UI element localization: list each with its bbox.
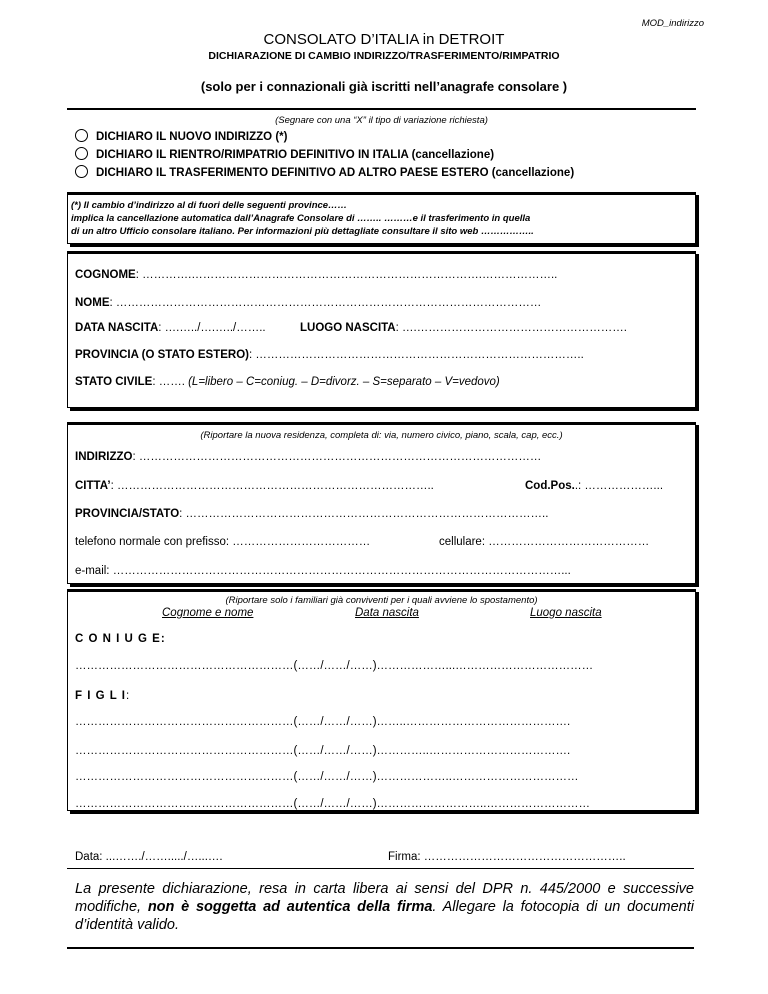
note-line-3: di un altro Ufficio consolare italiano. Per informazioni più dettagliate consultare il sito web …………….. [71,226,534,237]
spouse-label: C O N I U G E: [75,633,166,645]
note-line-1: (*) Il cambio d’indirizzo al di fuori delle seguenti province…… [71,200,348,211]
radio-circle-icon[interactable] [75,147,88,160]
option-new-address[interactable]: DICHIARO IL NUOVO INDIRIZZO (*) [75,129,287,143]
variation-instruction: (Segnare con una “X” il tipo di variazione richiesta) [275,115,488,126]
document-title: CONSOLATO D’ITALIA in DETROIT [263,31,505,48]
child-row[interactable]: …………………………………………………(……/……/……)………………..…………………………… [75,771,579,783]
column-name: Cognome e nome [162,607,254,619]
signature-field[interactable]: Firma: …………………………………………….. [388,851,626,863]
footer-statement: La presente dichiarazione, resa in carta libera ai sensi del DPR n. 445/2000 e successive modifiche, non è soggetta ad autentica della firma. Allegare la fotocopia di un documenti d’identità valido. [75,881,694,933]
footer-rule [67,947,694,949]
children-label: F I G L I: [75,690,130,702]
signature-rule [67,868,694,869]
section-rule [67,108,696,110]
column-birth-place: Luogo nascita [530,607,602,619]
family-instruction: (Riportare solo i familiari già conviventi per i quali avviene lo spostamento) [225,595,538,606]
option-transfer-abroad[interactable]: DICHIARO IL TRASFERIMENTO DEFINITIVO AD ALTRO PAESE ESTERO (cancellazione) [75,165,574,179]
mobile-field[interactable]: cellulare: …………………………………… [439,536,650,548]
child-row[interactable]: …………………………………………………(……/……/……)…………..………………………………. [75,745,571,757]
residence-instruction: (Riportare la nuova residenza, completa di: via, numero civico, piano, scala, cap, ecc.) [200,430,563,441]
indirizzo-field[interactable]: INDIRIZZO: …………………………………………………………………………………………… [75,451,542,463]
document-code: MOD_indirizzo [641,18,704,29]
province-state-field[interactable]: PROVINCIA/STATO: ………………………………………………………………………………….. [75,508,549,520]
document-scope: (solo per i connazionali già iscritti nell’anagrafe consolare ) [200,79,568,94]
child-row[interactable]: …………………………………………………(……/……/……)………………………..……………………… [75,798,590,810]
birth-date-field[interactable]: DATA NASCITA: ….…../….…../…….. [75,322,266,334]
column-birth-date: Data nascita [355,607,419,619]
child-row[interactable]: …………………………………………………(……/……/……)……..……………………………………. [75,716,571,728]
option-repatriation[interactable]: DICHIARO IL RIENTRO/RIMPATRIO DEFINITIVO IN ITALIA (cancellazione) [75,147,494,161]
note-line-2: implica la cancellazione automatica dall’Anagrafe Consolare di …….. ………e il trasferimento in quella [71,213,531,224]
radio-circle-icon[interactable] [75,129,88,142]
cognome-field[interactable]: COGNOME: ………….………………………………………………………………….……………….. [75,269,558,281]
radio-circle-icon[interactable] [75,165,88,178]
spouse-row[interactable]: …………………………………………………(……/……/……)………………...……………………………… [75,660,594,672]
postal-code-field[interactable]: Cod.Pos..: ………………... [525,480,664,492]
residence-box [67,422,696,584]
date-field[interactable]: Data: ...……./……...../…...…. [75,851,223,863]
civil-status-field[interactable]: STATO CIVILE: ……. (L=libero – C=coniug. – D=divorz. – S=separato – V=vedovo) [75,376,500,388]
citta-field[interactable]: CITTA’: ……………………………………………………………………….. [75,480,434,492]
document-subtitle: DICHIARAZIONE DI CAMBIO INDIRIZZO/TRASFERIMENTO/RIMPATRIO [208,50,560,62]
birth-place-field[interactable]: LUOGO NASCITA: ….………………………………………………. [300,322,627,334]
phone-field[interactable]: telefono normale con prefisso: ……………………………… [75,536,371,548]
province-field[interactable]: PROVINCIA (O STATO ESTERO): ………………………………………………………………………….. [75,349,584,361]
email-field[interactable]: e-mail: ………………………………………………………………………………………………………... [75,565,571,577]
nome-field[interactable]: NOME: ………………………………………………………………………………………………… [75,297,542,309]
